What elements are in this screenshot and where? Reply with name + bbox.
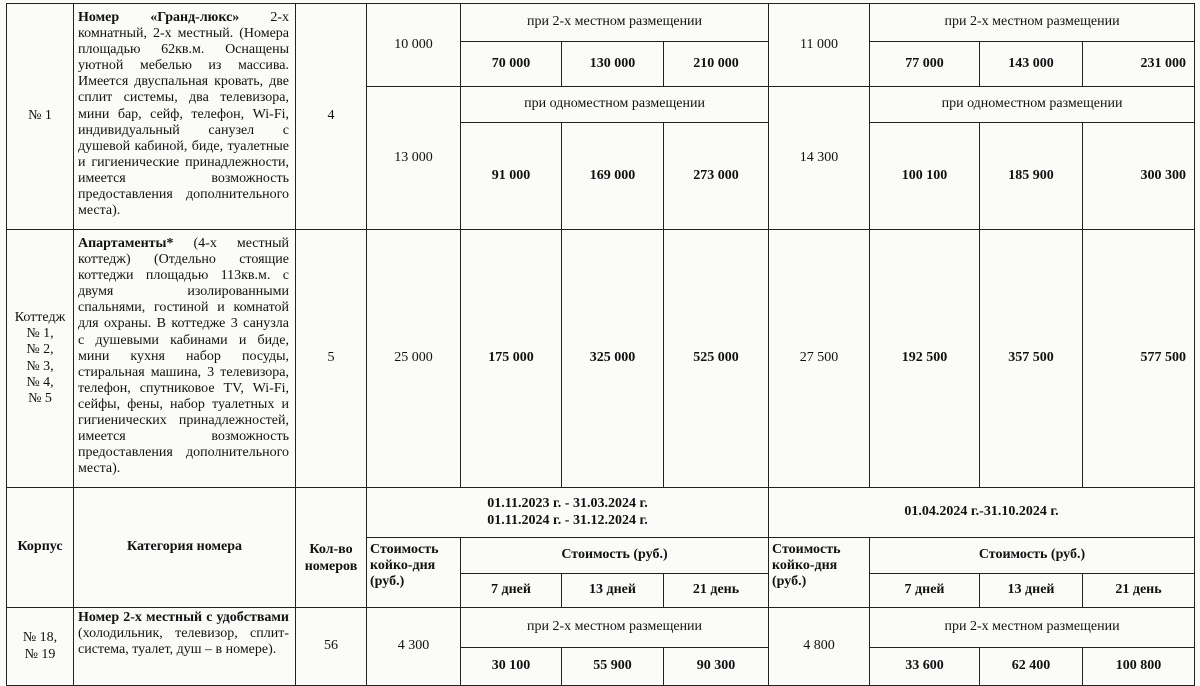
bed-day-cost: 4 800 bbox=[769, 608, 870, 686]
period-line: 01.11.2023 г. - 31.03.2024 г. bbox=[487, 496, 648, 512]
category-description bbox=[74, 4, 296, 230]
header-13-days: 13 дней bbox=[980, 574, 1083, 608]
bed-day-cost: 14 300 bbox=[769, 87, 870, 230]
price-21-days: 273 000 bbox=[664, 123, 769, 230]
price-13-days: 169 000 bbox=[562, 123, 664, 230]
corpus-line: № 1, bbox=[26, 326, 54, 342]
placement-label: при 2-х местном размещении bbox=[870, 4, 1195, 42]
price-13-days: 143 000 bbox=[980, 42, 1083, 87]
corpus-line: № 2, bbox=[26, 342, 54, 358]
category-description bbox=[74, 230, 296, 488]
bed-day-cost: 25 000 bbox=[367, 230, 461, 488]
category-description bbox=[74, 608, 296, 686]
header-21-days: 21 день bbox=[664, 574, 769, 608]
corpus-cell bbox=[7, 230, 74, 488]
table-row bbox=[7, 230, 1195, 488]
bed-day-cost: 10 000 bbox=[367, 4, 461, 87]
placement-label: при одноместном размещении bbox=[461, 87, 769, 123]
header-7-days: 7 дней bbox=[461, 574, 562, 608]
price-7-days: 91 000 bbox=[461, 123, 562, 230]
price-21-days: 100 800 bbox=[1083, 648, 1195, 686]
header-13-days: 13 дней bbox=[562, 574, 664, 608]
table-row bbox=[7, 4, 1195, 42]
category-title: Номер 2-х местный с удобствами bbox=[78, 610, 289, 625]
price-7-days: 100 100 bbox=[870, 123, 980, 230]
price-13-days: 62 400 bbox=[980, 648, 1083, 686]
period-2: 01.04.2024 г.-31.10.2024 г. bbox=[769, 488, 1195, 538]
price-21-days: 577 500 bbox=[1083, 230, 1195, 488]
corpus-cell bbox=[7, 608, 74, 686]
period-line: 01.11.2024 г. - 31.12.2024 г. bbox=[487, 512, 648, 528]
bed-day-cost: 13 000 bbox=[367, 87, 461, 230]
room-count: 4 bbox=[296, 4, 367, 230]
bed-day-cost: 11 000 bbox=[769, 4, 870, 87]
corpus-line: Коттедж bbox=[14, 310, 66, 326]
bed-day-cost: 4 300 bbox=[367, 608, 461, 686]
price-21-days: 90 300 bbox=[664, 648, 769, 686]
price-table bbox=[6, 3, 1195, 686]
price-7-days: 33 600 bbox=[870, 648, 980, 686]
header-7-days: 7 дней bbox=[870, 574, 980, 608]
price-7-days: 175 000 bbox=[461, 230, 562, 488]
placement-label: при 2-х местном размещении bbox=[461, 4, 769, 42]
corpus-line: № 3, bbox=[26, 358, 54, 374]
category-text: 2-х комнатный, 2-х местный. (Номера площадью 62кв.м. Оснащены уютной мебелью из массива. Имеется двуспальная кровать, две сплит системы, два телевизора, мини бар, сейф, телефон, Wi-Fi, индивидуальный санузел с душевой кабиной, биде, туалетные и гигиенические принадлежности, имеется возможность предоставления дополнительного места). bbox=[78, 10, 289, 219]
header-bed-day-cost: Стоимость койко-дня (руб.) bbox=[367, 538, 461, 608]
price-7-days: 192 500 bbox=[870, 230, 980, 488]
corpus-line: № 19 bbox=[24, 646, 56, 662]
header-corpus: Корпус bbox=[7, 488, 74, 608]
corpus-line: № 5 bbox=[28, 390, 52, 406]
header-cost: Стоимость (руб.) bbox=[870, 538, 1195, 574]
bed-day-cost: 27 500 bbox=[769, 230, 870, 488]
placement-label: при 2-х местном размещении bbox=[461, 608, 769, 648]
category-text: (холодильник, телевизор, сплит-система, туалет, душ – в номере). bbox=[78, 626, 289, 658]
price-21-days: 525 000 bbox=[664, 230, 769, 488]
header-cost: Стоимость (руб.) bbox=[461, 538, 769, 574]
price-7-days: 30 100 bbox=[461, 648, 562, 686]
placement-label: при одноместном размещении bbox=[870, 87, 1195, 123]
price-21-days: 210 000 bbox=[664, 42, 769, 87]
price-13-days: 357 500 bbox=[980, 230, 1083, 488]
placement-label: при 2-х местном размещении bbox=[870, 608, 1195, 648]
price-13-days: 130 000 bbox=[562, 42, 664, 87]
room-count: 5 bbox=[296, 230, 367, 488]
table-row bbox=[7, 608, 1195, 648]
room-count: 56 bbox=[296, 608, 367, 686]
price-13-days: 185 900 bbox=[980, 123, 1083, 230]
price-21-days: 300 300 bbox=[1083, 123, 1195, 230]
price-21-days: 231 000 bbox=[1083, 42, 1195, 87]
corpus-cell: № 1 bbox=[7, 4, 74, 230]
corpus-line: № 18, bbox=[22, 630, 58, 646]
header-category: Категория номера bbox=[74, 488, 296, 608]
price-7-days: 77 000 bbox=[870, 42, 980, 87]
category-title: Номер «Гранд-люкс» bbox=[78, 10, 240, 25]
header-room-count: Кол-во номеров bbox=[296, 488, 367, 608]
period-1 bbox=[367, 488, 769, 538]
category-title: Апартаменты* bbox=[78, 236, 174, 251]
corpus-line: № 4, bbox=[26, 374, 54, 390]
header-bed-day-cost: Стоимость койко-дня (руб.) bbox=[769, 538, 870, 608]
header-21-days: 21 день bbox=[1083, 574, 1195, 608]
price-13-days: 55 900 bbox=[562, 648, 664, 686]
header-row bbox=[7, 488, 1195, 538]
category-text: (4-х местный коттедж) (Отдельно стоящие коттеджи площадью 113кв.м. с двумя изолированными спальнями, гостиной и комнатой для охраны. В коттедже 3 санузла с душевыми кабинами и биде, мини кухня набор посуды, стиральная машина, 3 телевизора, телефон, спутниковое TV, Wi-Fi, сейфы, фены, набор туалетных и гигиенических принадлежностей, имеется возможность предоставления дополнительного места). bbox=[78, 236, 289, 477]
price-7-days: 70 000 bbox=[461, 42, 562, 87]
price-13-days: 325 000 bbox=[562, 230, 664, 488]
